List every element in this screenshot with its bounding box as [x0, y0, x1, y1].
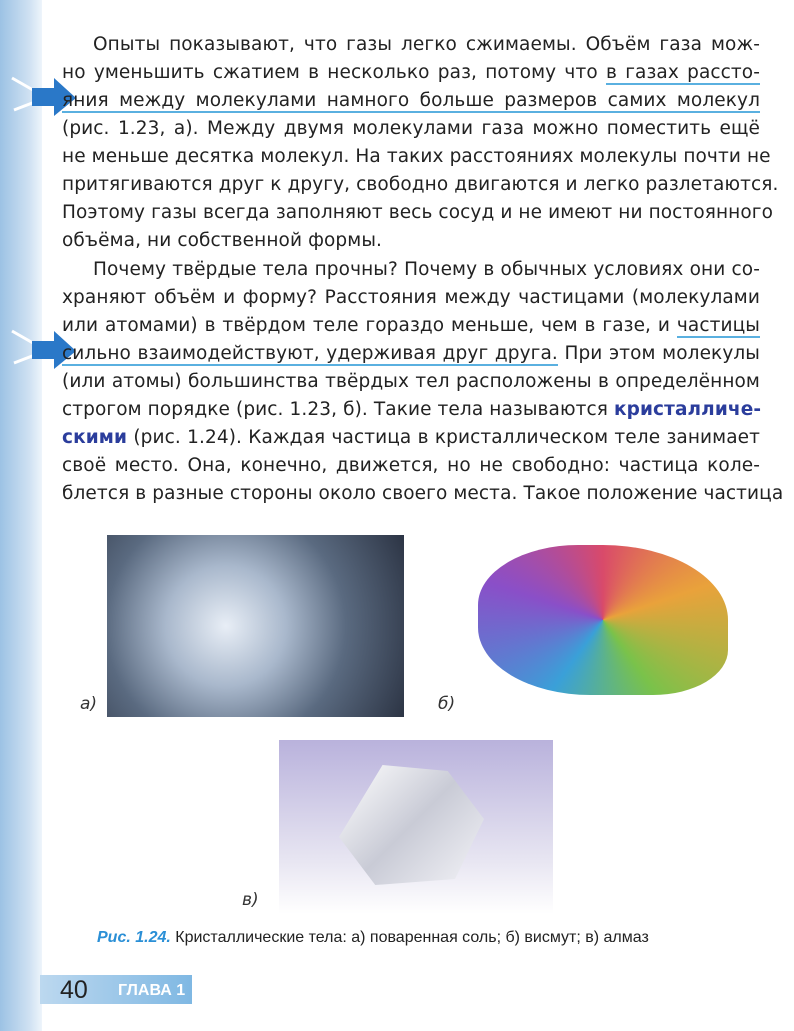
- underlined-text: частицы: [676, 315, 760, 336]
- salt-crystals-photo: [107, 535, 404, 717]
- text-line: не меньше десятка молекул. На таких расстояниях молекулы почти не: [62, 146, 771, 167]
- text-line: [62, 89, 760, 113]
- margin-strip: [0, 0, 42, 1031]
- text-line: храняют объём и форму? Расстояния между частицами (молекулами: [62, 287, 760, 308]
- chapter-label: ГЛАВА 1: [118, 982, 186, 999]
- text-line: Опыты показывают, что газы легко сжимаемы. Объём газа мож-: [93, 34, 760, 55]
- text-line: [62, 314, 760, 338]
- text: но уменьшить сжатием в несколько раз, потому что: [62, 62, 606, 83]
- text: При этом молекулы: [557, 343, 761, 364]
- bismuth-crystal-photo: [478, 545, 728, 695]
- text: строгом порядке (рис. 1.23, б). Такие тела называются: [62, 399, 614, 420]
- underlined-text: в газах рассто-: [605, 62, 760, 83]
- diamond-photo: [279, 740, 553, 914]
- text-line: [62, 342, 760, 366]
- text-line: (или атомы) большинства твёрдых тел расположены в определённом: [62, 371, 760, 392]
- figure-label-c: в): [242, 890, 259, 910]
- text-line: своё место. Она, конечно, движется, но не свободно: частица коле-: [62, 455, 760, 476]
- figure-label-a: а): [80, 694, 98, 714]
- text-line: (рис. 1.23, а). Между двумя молекулами газа можно поместить ещё: [62, 118, 760, 139]
- text-line: объёма, ни собственной формы.: [62, 230, 383, 251]
- underlined-text: яния между молекулами намного больше размеров самих молекул: [62, 90, 760, 111]
- term: кристалличе-: [614, 399, 762, 420]
- text-line: Поэтому газы всегда заполняют весь сосуд и не имеют ни постоянного: [62, 202, 774, 223]
- caption-text: Кристаллические тела: а) поваренная соль; б) висмут; в) алмаз: [170, 929, 649, 946]
- underlined-text: сильно взаимодействуют, удерживая друг друга.: [62, 343, 558, 364]
- text-line: [62, 398, 760, 422]
- text-line: притягиваются друг к другу, свободно двигаются и легко разлетаются.: [62, 174, 779, 195]
- term: скими: [62, 427, 128, 448]
- text-line: [62, 61, 760, 85]
- text-line: Почему твёрдые тела прочны? Почему в обычных условиях они со-: [93, 259, 760, 280]
- text-line: блется в разные стороны около своего места. Такое положение частица: [62, 483, 784, 504]
- figure-caption: [97, 929, 649, 947]
- text: или атомами) в твёрдом теле гораздо меньше, чем в газе, и: [62, 315, 677, 336]
- page-number: 40: [60, 976, 88, 1004]
- text-line: [62, 426, 760, 450]
- figure-label-b: б): [438, 694, 456, 714]
- caption-prefix: Рис. 1.24.: [97, 929, 171, 946]
- text: (рис. 1.24). Каждая частица в кристаллическом теле занимает: [127, 427, 760, 448]
